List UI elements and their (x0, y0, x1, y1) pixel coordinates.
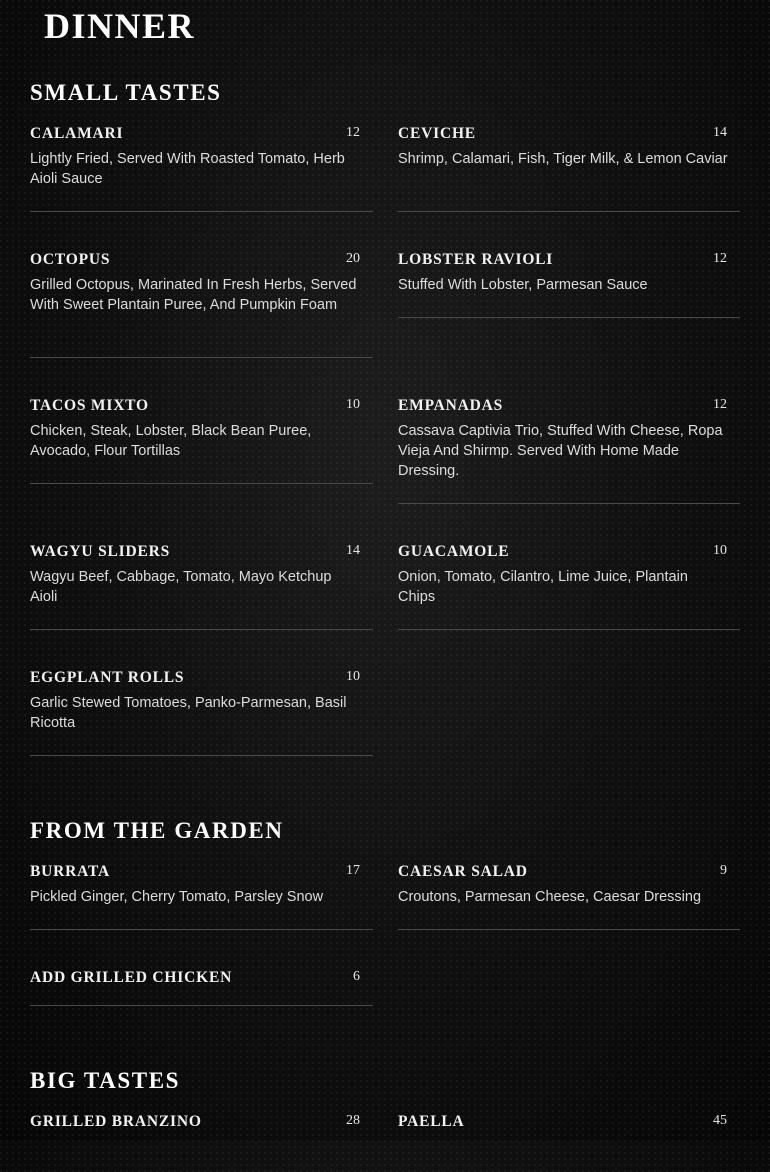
item-name: EMPANADAS (398, 397, 504, 414)
item-price: 14 (346, 543, 360, 558)
item-price: 6 (353, 969, 360, 984)
menu-item-empanadas (398, 396, 740, 504)
item-description: Wagyu Beef, Cabbage, Tomato, Mayo Ketchup Aioli (30, 569, 332, 605)
item-name: OCTOPUS (30, 251, 111, 268)
menu-item-eggplant-rolls (30, 668, 373, 756)
item-price: 17 (346, 863, 360, 878)
menu-item-ceviche (398, 124, 740, 212)
menu-item-tacos-mixto (30, 396, 373, 484)
item-description: Pickled Ginger, Cherry Tomato, Parsley Snow (30, 889, 324, 905)
item-price: 10 (346, 669, 360, 684)
item-price: 10 (346, 397, 360, 412)
item-description: Chicken, Steak, Lobster, Black Bean Puree, Avocado, Flour Tortillas (30, 423, 312, 459)
item-name: EGGPLANT ROLLS (30, 669, 185, 686)
menu-item-lobster-ravioli (398, 250, 740, 318)
item-description: Onion, Tomato, Cilantro, Lime Juice, Plantain Chips (398, 569, 688, 605)
menu-item-grilled-branzino (30, 1112, 373, 1172)
item-price: 28 (346, 1113, 360, 1128)
menu-item-calamari (30, 124, 373, 212)
item-name: LOBSTER RAVIOLI (398, 251, 554, 268)
item-description: Croutons, Parmesan Cheese, Caesar Dressing (398, 889, 702, 905)
menu-item-wagyu-sliders (30, 542, 373, 630)
item-price: 12 (346, 125, 360, 140)
item-name: CEVICHE (398, 125, 476, 142)
menu-item-add-grilled-chicken (30, 968, 373, 1006)
item-name: ADD GRILLED CHICKEN (30, 969, 233, 986)
item-description: Cassava Captivia Trio, Stuffed With Cheese, Ropa Vieja And Shirmp. Served With Home Made Dressing. (398, 423, 723, 479)
item-name: GRILLED BRANZINO (30, 1113, 202, 1130)
section-title-small-tastes: SMALL TASTES (30, 80, 222, 105)
menu-item-octopus (30, 250, 373, 358)
item-price: 12 (713, 397, 727, 412)
section-title-from-the-garden: FROM THE GARDEN (30, 818, 284, 843)
menu-item-caesar-salad (398, 862, 740, 930)
item-description: Stuffed With Lobster, Parmesan Sauce (398, 277, 648, 293)
item-name: CAESAR SALAD (398, 863, 528, 880)
item-price: 14 (713, 125, 727, 140)
item-price: 9 (720, 863, 727, 878)
page-title: DINNER (44, 6, 196, 46)
menu-item-paella (398, 1112, 740, 1172)
item-price: 12 (713, 251, 727, 266)
item-price: 10 (713, 543, 727, 558)
menu-item-burrata (30, 862, 373, 930)
menu-item-guacamole (398, 542, 740, 630)
item-name: WAGYU SLIDERS (30, 543, 171, 560)
section-title-big-tastes: BIG TASTES (30, 1068, 181, 1093)
item-description: Shrimp, Calamari, Fish, Tiger Milk, & Lemon Caviar (398, 151, 728, 167)
item-description: Grilled Octopus, Marinated In Fresh Herbs, Served With Sweet Plantain Puree, And Pumpkin Foam (30, 277, 357, 313)
item-description: Garlic Stewed Tomatoes, Panko-Parmesan, Basil Ricotta (30, 695, 347, 731)
item-name: TACOS MIXTO (30, 397, 149, 414)
item-name: GUACAMOLE (398, 543, 510, 560)
item-name: BURRATA (30, 863, 110, 880)
item-name: PAELLA (398, 1113, 465, 1130)
item-description: Lightly Fried, Served With Roasted Tomato, Herb Aioli Sauce (30, 151, 345, 187)
item-name: CALAMARI (30, 125, 124, 142)
item-price: 45 (713, 1113, 727, 1128)
item-price: 20 (346, 251, 360, 266)
